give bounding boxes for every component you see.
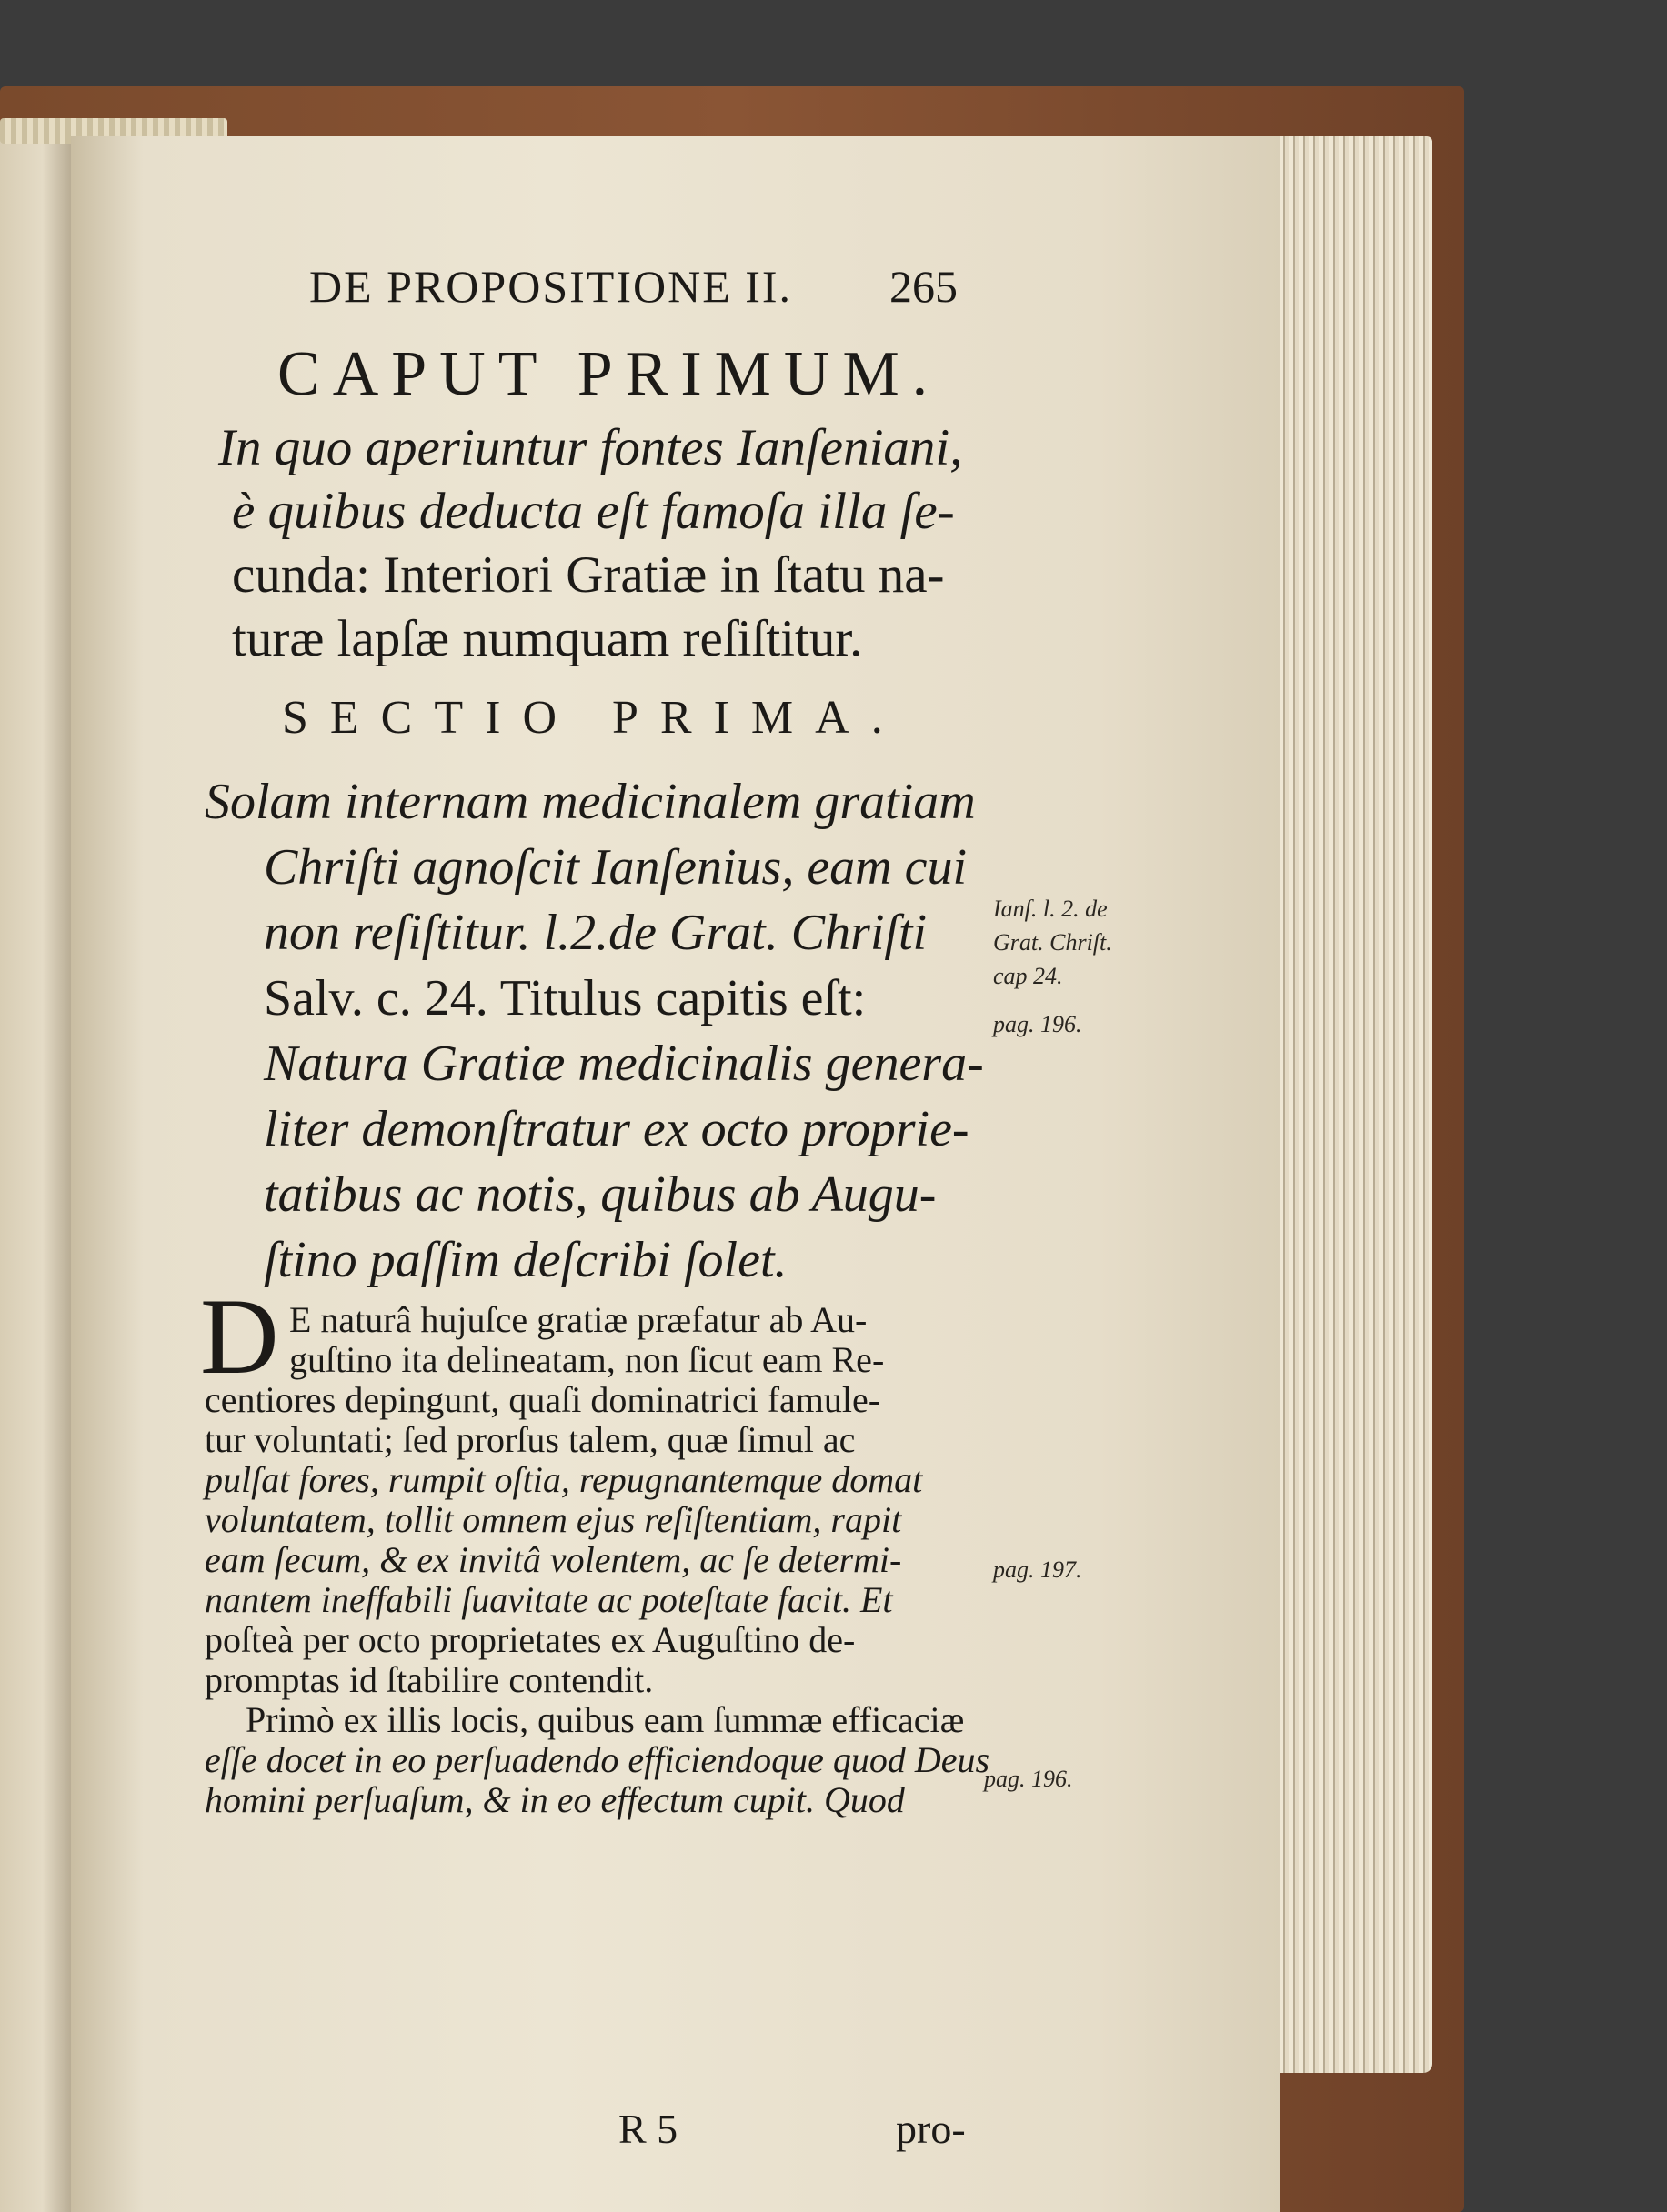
drop-cap: D	[200, 1276, 279, 1396]
body-text-line: nantem ineffabili ſuavitate ac poteſtate facit. Et	[205, 1579, 893, 1620]
body-text-line: eſſe docet in eo perſuadendo efficiendoque quod Deus	[205, 1739, 990, 1780]
chapter-title: CAPUT PRIMUM.	[277, 339, 941, 409]
body-text-line: pulſat fores, rumpit oſtia, repugnantemque domat	[205, 1459, 923, 1500]
page-block-fore-edge	[1269, 136, 1432, 2073]
catchword: pro-	[896, 2106, 966, 2152]
marginal-note-line: pag. 196.	[993, 1011, 1082, 1037]
body-text-line: guſtino ita delineatam, non ſicut eam Re-	[289, 1339, 885, 1380]
running-head: DE PROPOSITIONE II.	[309, 261, 793, 312]
section-summary-line: tatibus ac notis, quibus ab Augu-	[264, 1166, 937, 1223]
chapter-summary-line: è quibus deducta eſt famoſa illa ſe-	[232, 483, 955, 540]
body-text-line: E naturâ hujuſce gratiæ præfatur ab Au-	[289, 1299, 868, 1340]
chapter-summary-line: turæ lapſæ numquam reſiſtitur.	[232, 610, 863, 667]
body-text-line: eam ſecum, & ex invitâ volentem, ac ſe determi-	[205, 1539, 902, 1580]
chapter-summary-line: cunda: Interiori Gratiæ in ſtatu na-	[232, 546, 945, 604]
marginal-note-line: Ianſ. l. 2. de	[993, 896, 1108, 922]
section-summary-line: Salv. c. 24. Titulus capitis eſt:	[264, 970, 867, 1026]
marginal-note-line: Grat. Chriſt.	[993, 929, 1112, 956]
section-summary-line: Natura Gratiæ medicinalis genera-	[264, 1036, 984, 1092]
section-summary-line: Solam internam medicinalem gratiam	[205, 774, 976, 830]
section-summary-line: ſtino paſſim deſcribi ſolet.	[264, 1232, 788, 1288]
marginal-note: pag. 197.	[993, 1556, 1082, 1583]
section-summary-line: Chriſti agnoſcit Ianſenius, eam cui	[264, 839, 968, 896]
body-text-line: poſteà per octo proprietates ex Auguſtino de-	[205, 1619, 856, 1660]
body-text-line: promptas id ſtabilire contendit.	[205, 1659, 654, 1700]
page-number: 265	[889, 261, 958, 312]
body-text-line: homini perſuaſum, & in eo effectum cupit. Quod	[205, 1779, 905, 1820]
chapter-summary-line: In quo aperiuntur fontes Ianſeniani,	[218, 419, 963, 476]
marginal-note: pag. 196.	[984, 1766, 1073, 1792]
body-text-line: voluntatem, tollit omnem ejus reſiſtentiam, rapit	[205, 1499, 902, 1540]
body-text-line: centiores depingunt, quaſi dominatrici famule-	[205, 1379, 881, 1420]
body-text-line: tur voluntati; ſed prorſus talem, quæ ſimul ac	[205, 1419, 856, 1460]
body-text-line: Primò ex illis locis, quibus eam ſummæ efficaciæ	[246, 1699, 965, 1740]
facing-page-edge	[0, 136, 71, 2212]
section-title: SECTIO PRIMA.	[282, 692, 905, 744]
section-summary-line: liter demonſtratur ex octo proprie-	[264, 1101, 969, 1157]
section-summary-line: non reſiſtitur. l.2.de Grat. Chriſti	[264, 905, 928, 961]
signature-mark: R 5	[618, 2106, 678, 2152]
marginal-note-line: cap 24.	[993, 963, 1063, 989]
